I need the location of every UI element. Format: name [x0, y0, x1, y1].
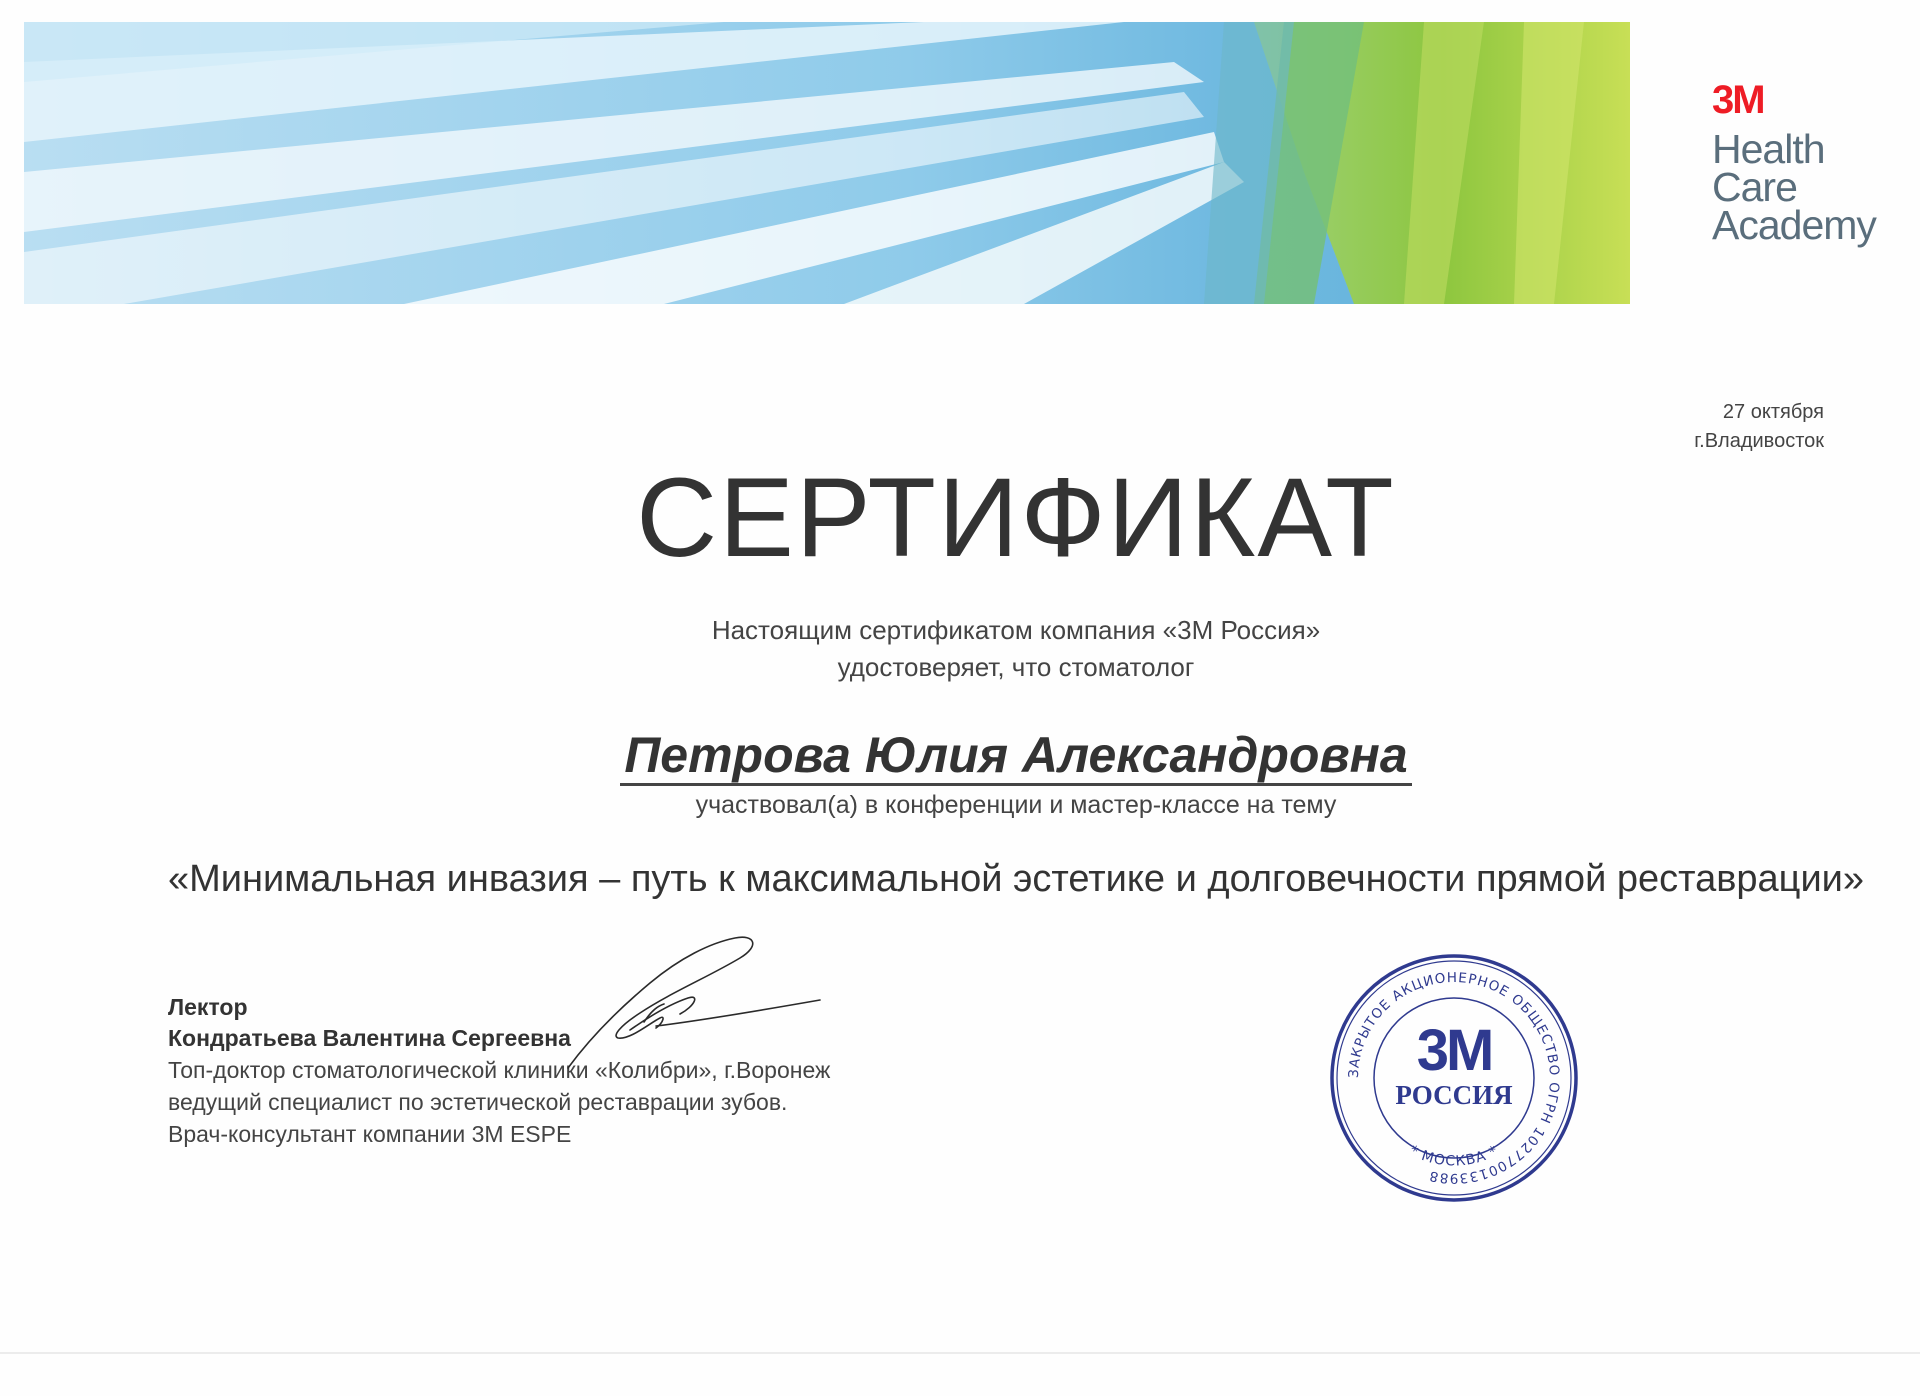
- logo-line-3: Academy: [1712, 202, 1876, 248]
- logo-line-1: Health: [1712, 126, 1825, 172]
- lecturer-signature: [560, 918, 830, 1078]
- topic-title: «Минимальная инвазия – путь к максимальной эстетике и долговечности прямой реставрации»: [167, 858, 1865, 900]
- lecturer-desc-2: ведущий специалист по эстетической реставрации зубов.: [168, 1089, 788, 1115]
- issue-city: г.Владивосток: [1694, 430, 1824, 452]
- intro-text: [0, 612, 1920, 686]
- seal-ring-text: ЗАКРЫТОЕ АКЦИОНЕРНОЕ ОБЩЕСТВО ОГРН 1027700133988: [1345, 969, 1563, 1187]
- recipient-block: [0, 724, 1920, 786]
- scan-edge: [0, 1352, 1920, 1354]
- lecturer-name: Кондратьева Валентина Сергеевна: [168, 1025, 571, 1051]
- certificate-title: СЕРТИФИКАТ: [636, 455, 1396, 580]
- lecturer-desc-3: Врач-консультант компании 3М ESPE: [168, 1121, 572, 1147]
- lecturer-desc-1: Топ-доктор стоматологической клиники «Колибри», г.Воронеж: [168, 1057, 831, 1083]
- seal-center-mark: 3М: [1416, 1018, 1492, 1083]
- brand-logo: [1712, 78, 1892, 248]
- participation-text: участвовал(а) в конференции и мастер-классе на тему: [695, 791, 1337, 819]
- header-banner: [24, 22, 1630, 304]
- date-place-block: [1694, 398, 1824, 456]
- recipient-name: Петрова Юлия Александровна: [620, 727, 1411, 786]
- logo-mark: 3M: [1712, 78, 1764, 122]
- seal-bottom-text: * МОСКВА *: [1406, 1142, 1502, 1170]
- lecturer-label: Лектор: [168, 994, 248, 1020]
- logo-lines: [1712, 126, 1892, 248]
- seal-center-name: РОССИЯ: [1395, 1080, 1513, 1110]
- intro-line-1: Настоящим сертификатом компания «3М Россия»: [711, 615, 1321, 645]
- company-seal: [1328, 952, 1580, 1204]
- issue-date: 27 октября: [1722, 401, 1824, 423]
- logo-line-2: Care: [1712, 164, 1797, 210]
- intro-line-2: удостоверяет, что стоматолог: [837, 652, 1195, 682]
